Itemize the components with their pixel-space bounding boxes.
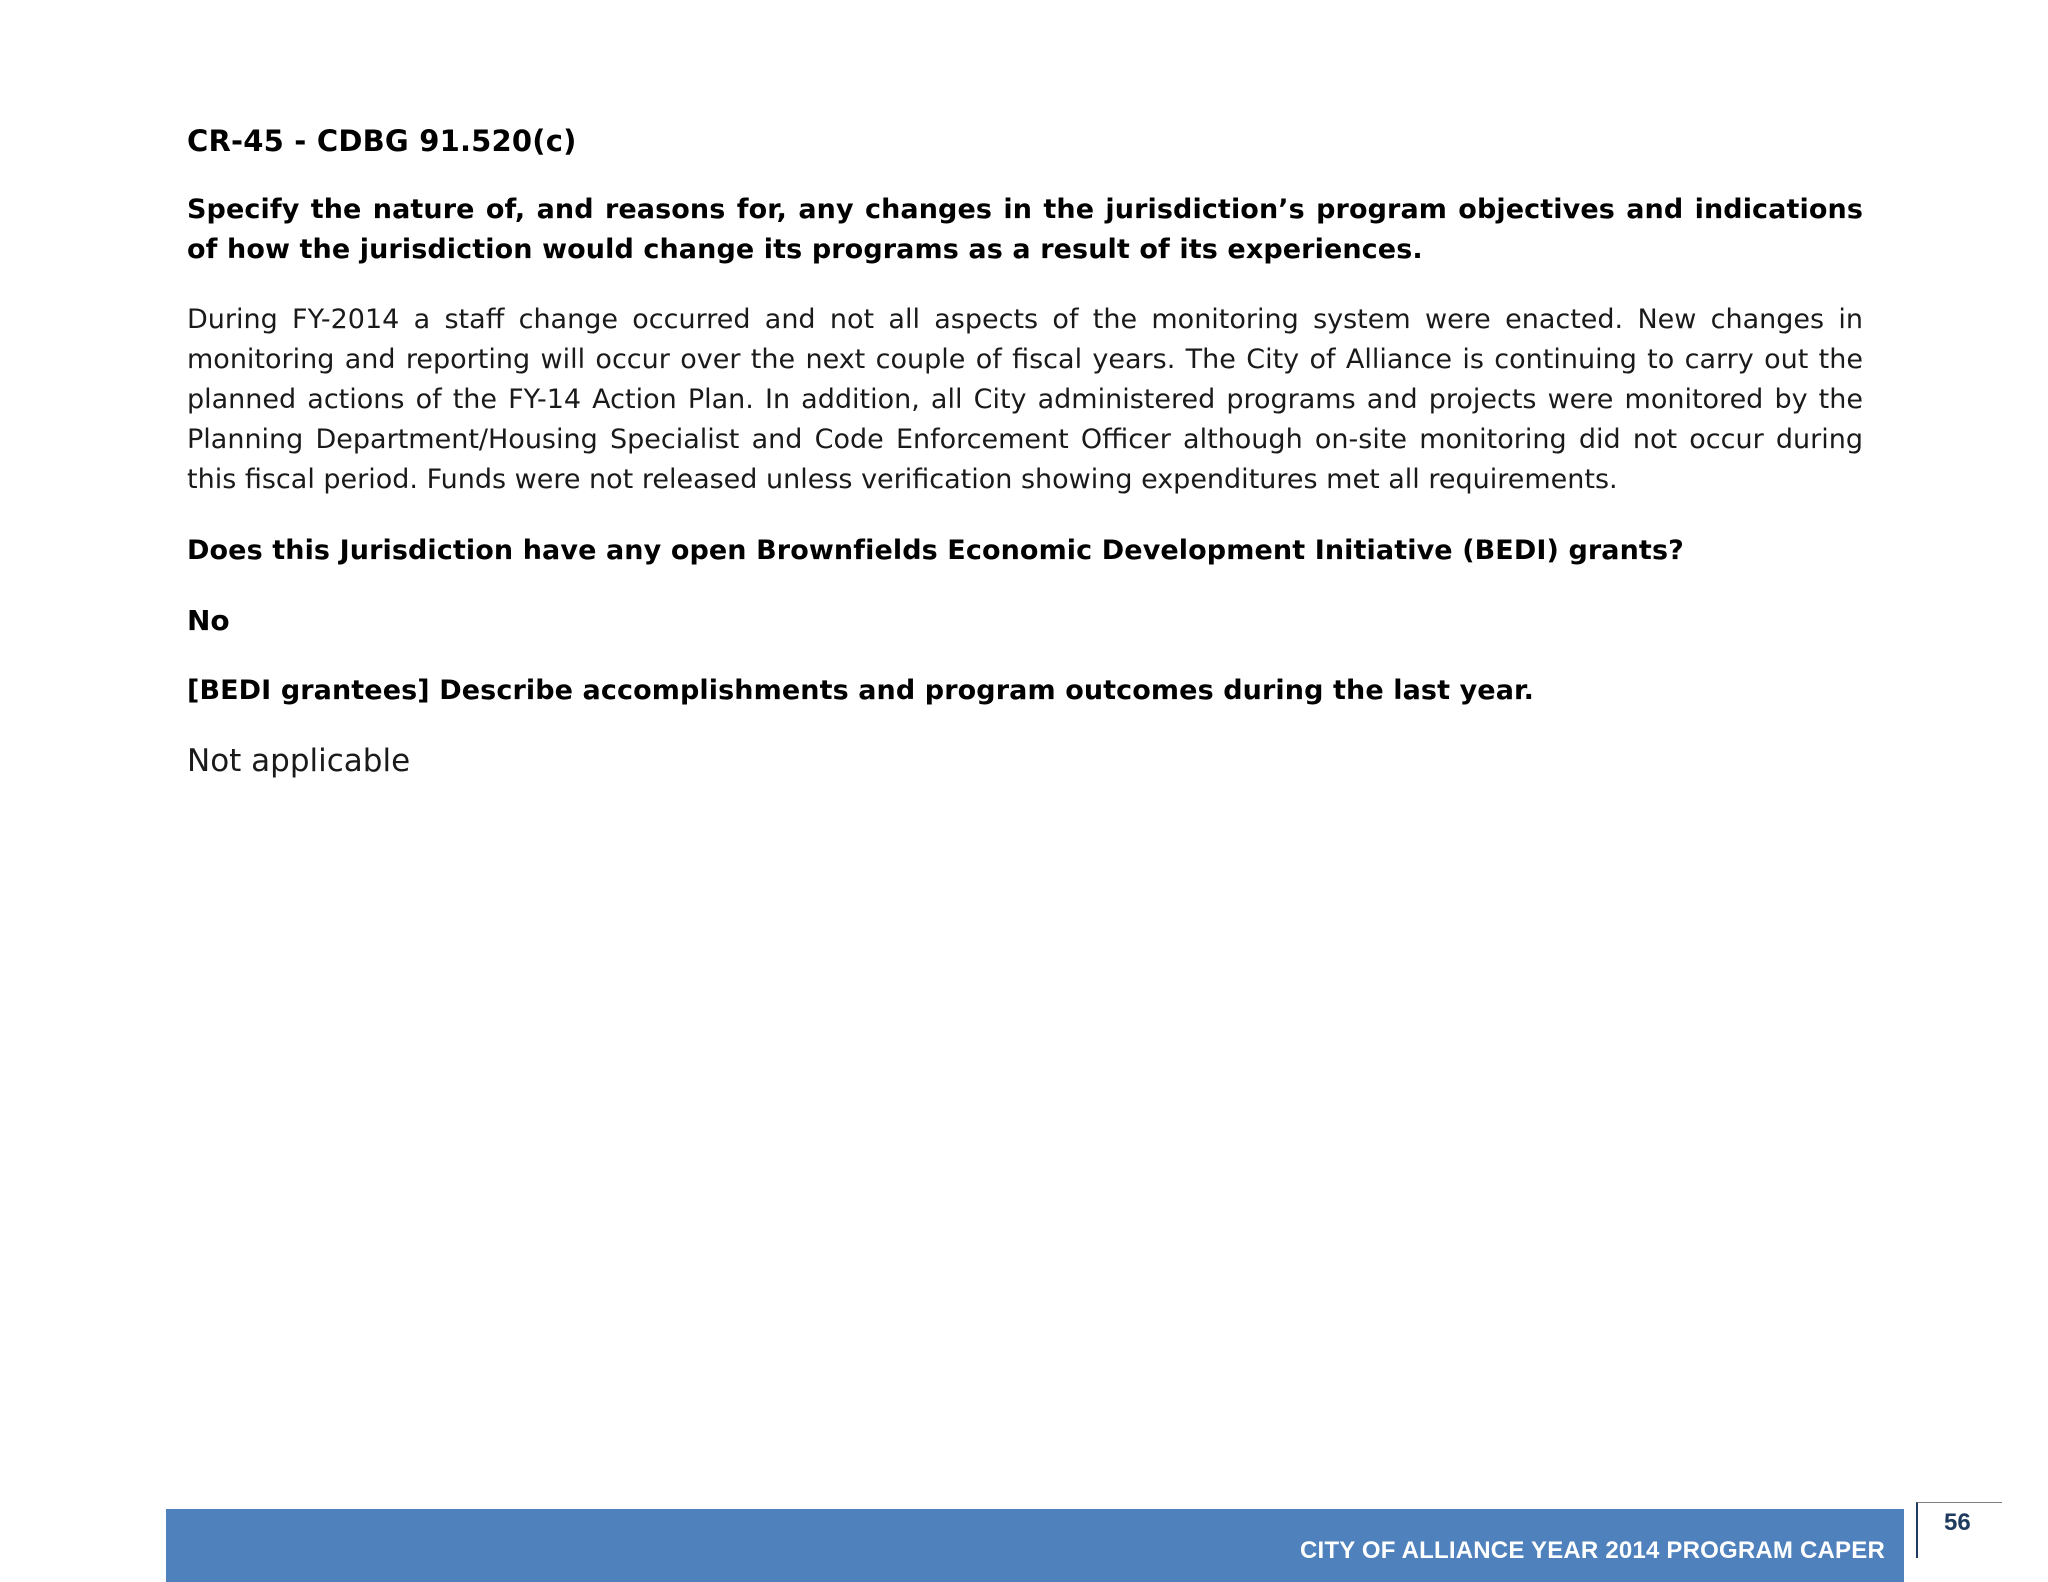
answer-bedi-accomplishments: Not applicable	[187, 743, 411, 779]
question-program-changes: Specify the nature of, and reasons for, any changes in the jurisdiction’s program objectives and indications of how the jurisdiction would change its programs as a result of its experiences.	[187, 194, 1863, 265]
page-number-box	[1916, 1502, 2002, 1558]
section-heading: CR-45 - CDBG 91.520(c)	[187, 124, 577, 158]
question-bedi-accomplishments: [BEDI grantees] Describe accomplishments and program outcomes during the last year.	[187, 675, 1534, 706]
footer-title: CITY OF ALLIANCE YEAR 2014 PROGRAM CAPER	[1300, 1536, 1885, 1564]
question-bedi-grants: Does this Jurisdiction have any open Brownfields Economic Development Initiative (BEDI) grants?	[187, 535, 1684, 566]
page-number: 56	[1944, 1509, 1971, 1536]
footer-bar	[166, 1509, 1904, 1582]
answer-program-changes: During FY-2014 a staff change occurred and not all aspects of the monitoring system were enacted. New changes in monitoring and reporting will occur over the next couple of fiscal years. The City of Alliance is continuing to carry out the planned actions of the FY-14 Action Plan. In addition, all City administered programs and projects were monitored by the Planning Department/Housing Specialist and Code Enforcement Officer although on-site monitoring did not occur during this fiscal period. Funds were not released unless verification showing expenditures met all requirements.	[187, 304, 1863, 495]
document-body	[187, 122, 1863, 781]
answer-bedi-grants: No	[187, 604, 230, 637]
